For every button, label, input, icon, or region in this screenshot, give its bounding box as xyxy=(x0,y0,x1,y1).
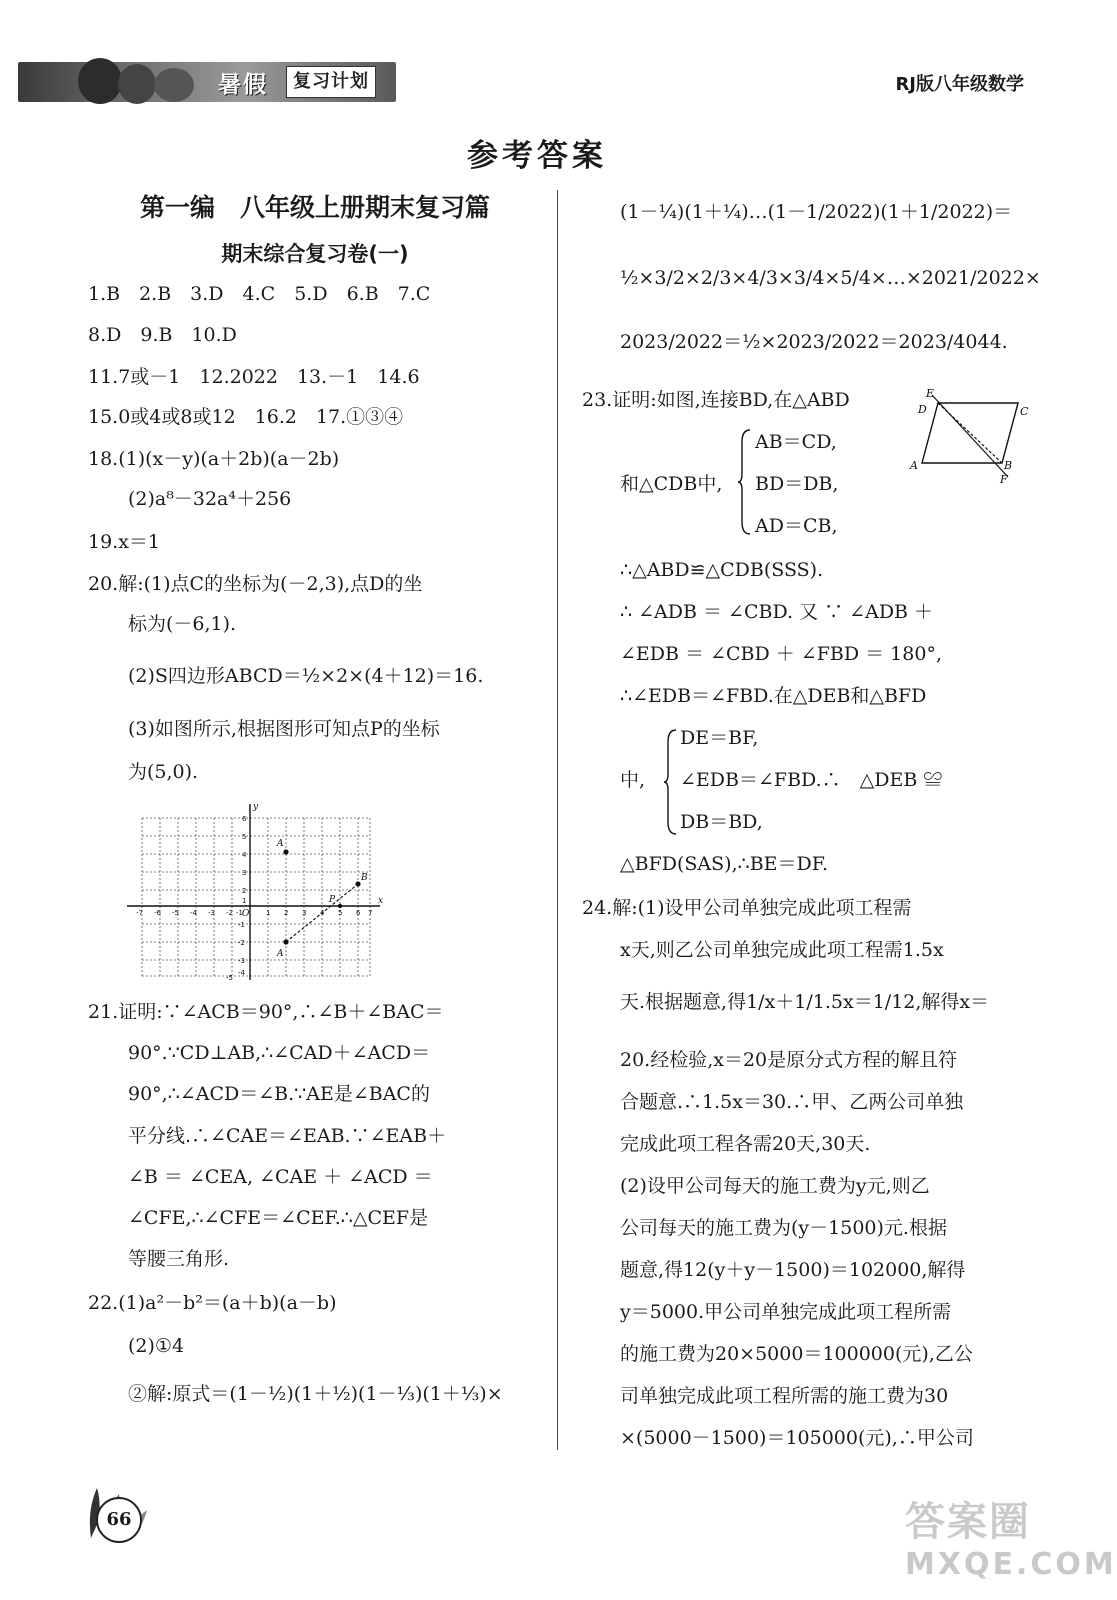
answer-line: y＝5000.甲公司单独完成此项工程所需 xyxy=(620,1301,952,1323)
answer-line: ×(5000－1500)＝105000(元),∴甲公司 xyxy=(620,1427,974,1449)
answer-line: 90°.∵CD⊥AB,∴∠CAD＋∠ACD＝ xyxy=(128,1042,431,1064)
banner-title: 暑假 xyxy=(218,72,268,98)
x-tick: -2 xyxy=(226,909,233,917)
watermark xyxy=(905,1490,1117,1590)
point-b xyxy=(355,881,360,886)
x-tick: -7 xyxy=(136,909,143,917)
decoration-blob xyxy=(118,64,156,104)
left-brace xyxy=(738,428,752,536)
answer-line: (2)设甲公司每天的施工费为y元,则乙 xyxy=(620,1175,930,1197)
y-axis-label: y xyxy=(253,802,259,812)
fig-label-f: F xyxy=(1000,473,1008,486)
answer-line: ∠B ＝ ∠CEA, ∠CAE ＋ ∠ACD ＝ xyxy=(128,1166,433,1188)
answer-line: x天,则乙公司单独完成此项工程需1.5x xyxy=(620,939,944,961)
point-p-label: P xyxy=(329,895,336,905)
answer-line: 11.7或－1 12.2022 13.－1 14.6 xyxy=(88,366,420,388)
fig-label-c: C xyxy=(1020,405,1029,418)
answer-line: 20.经检验,x＝20是原分式方程的解且符 xyxy=(620,1049,958,1071)
answer-line: 标为(－6,1). xyxy=(128,613,237,635)
x-tick: 3 xyxy=(302,909,307,917)
answer-line: ∠EDB ＝ ∠CBD ＋ ∠FBD ＝ 180°, xyxy=(620,643,942,665)
y-tick: -5 xyxy=(226,974,233,982)
y-tick: 5 xyxy=(242,833,247,841)
point-b-label: B xyxy=(361,873,368,883)
answer-line: (2)a⁸－32a⁴＋256 xyxy=(128,488,292,510)
answer-line: 20.解:(1)点C的坐标为(－2,3),点D的坐 xyxy=(88,573,423,595)
answer-line: 和△CDB中, xyxy=(620,473,723,495)
y-tick: -1 xyxy=(238,921,245,929)
point-a xyxy=(283,849,288,854)
x-tick: 7 xyxy=(368,909,373,917)
answer-line: 90°,∴∠ACD＝∠B.∵AE是∠BAC的 xyxy=(128,1083,430,1105)
answer-line: (3)如图所示,根据图形可知点P的坐标 xyxy=(128,718,440,740)
answer-line: 1.B 2.B 3.D 4.C 5.D 6.B 7.C xyxy=(88,283,431,305)
answer-line: 19.x＝1 xyxy=(88,531,161,553)
x-tick: 4 xyxy=(320,909,325,917)
answer-line: (1－¼)(1＋¼)…(1－1/2022)(1＋1/2022)＝ xyxy=(620,201,1013,223)
answer-line: DE＝BF, xyxy=(680,727,759,749)
x-tick: -6 xyxy=(154,909,161,917)
decoration-blob xyxy=(154,68,194,102)
answer-line: (2)①4 xyxy=(128,1335,185,1357)
answer-line: ∠EDB＝∠FBD.∴ △DEB ≌ xyxy=(680,769,943,791)
answer-line: △BFD(SAS),∴BE＝DF. xyxy=(620,853,829,875)
x-tick: -4 xyxy=(190,909,197,917)
fig-label-d: D xyxy=(918,403,927,416)
x-tick: -5 xyxy=(172,909,179,917)
x-tick: -3 xyxy=(208,909,215,917)
section-title: 第一编 八年级上册期末复习篇 xyxy=(139,193,490,222)
answer-line: 18.(1)(x－y)(a＋2b)(a－2b) xyxy=(88,448,340,470)
y-tick: 4 xyxy=(242,851,247,859)
coordinate-graph xyxy=(122,800,387,982)
answer-line: 21.证明:∵∠ACB＝90°,∴∠B＋∠BAC＝ xyxy=(88,1001,444,1023)
page-number: 66 xyxy=(96,1497,142,1543)
decoration-blob xyxy=(78,58,122,104)
y-tick: 3 xyxy=(242,869,247,877)
answer-line: 中, xyxy=(620,769,646,791)
fig-label-b: B xyxy=(1004,459,1013,472)
answer-line: DB＝BD, xyxy=(680,811,763,833)
answer-line: 的施工费为20×5000＝100000(元),乙公 xyxy=(620,1343,973,1365)
answer-line: 24.解:(1)设甲公司单独完成此项工程需 xyxy=(582,897,912,919)
point-a-prime xyxy=(283,939,288,944)
answer-line: 2023/2022＝½×2023/2022＝2023/4044. xyxy=(620,331,1008,353)
x-tick: 1 xyxy=(266,909,271,917)
answer-line: 完成此项工程各需20天,30天. xyxy=(620,1133,871,1155)
left-brace xyxy=(664,728,678,836)
header-banner xyxy=(18,62,396,102)
watermark-title: 答案圈 xyxy=(905,1499,1031,1545)
answer-line: ∴△ABD≌△CDB(SSS). xyxy=(620,559,824,581)
x-tick: 5 xyxy=(338,909,343,917)
y-tick: 2 xyxy=(242,887,247,895)
answer-line: ②解:原式＝(1－½)(1＋½)(1－⅓)(1＋⅓)× xyxy=(128,1383,503,1405)
answer-line: 公司每天的施工费为(y－1500)元.根据 xyxy=(620,1217,947,1239)
answer-line: BD＝DB, xyxy=(755,473,839,495)
origin-label: O xyxy=(242,909,250,919)
point-a-prime-label: A xyxy=(277,949,284,959)
answer-line: (2)S四边形ABCD＝½×2×(4＋12)＝16. xyxy=(128,665,484,687)
page-title: 参考答案 xyxy=(467,138,607,174)
y-tick: -2 xyxy=(238,939,245,947)
answer-line: ∠CFE,∴∠CFE＝∠CEF.∴△CEF是 xyxy=(128,1207,429,1229)
answer-line: AB＝CD, xyxy=(755,431,837,453)
banner-subtitle: 复习计划 xyxy=(286,66,376,98)
x-tick: 2 xyxy=(284,909,289,917)
answer-line: AD＝CB, xyxy=(755,515,838,537)
subsection-title: 期末综合复习卷(一) xyxy=(221,242,409,266)
book-subject: RJ版八年级数学 xyxy=(895,74,1024,95)
y-tick: -3 xyxy=(238,957,245,965)
column-divider xyxy=(557,190,558,1450)
answer-line: ∴ ∠ADB ＝ ∠CBD. 又 ∵ ∠ADB ＋ xyxy=(620,601,934,623)
watermark-url: MXQE.COM xyxy=(905,1547,1117,1582)
y-tick: -4 xyxy=(238,969,245,977)
answer-line: 等腰三角形. xyxy=(128,1248,230,1270)
x-axis-label: x xyxy=(378,896,384,906)
answer-line: ∴∠EDB＝∠FBD.在△DEB和△BFD xyxy=(620,685,927,707)
fig-label-e: E xyxy=(926,387,935,400)
y-tick: 6 xyxy=(242,815,247,823)
x-tick: -1 xyxy=(236,909,243,917)
answer-line: 平分线.∴∠CAE＝∠EAB.∵∠EAB＋ xyxy=(128,1125,447,1147)
answer-line: 22.(1)a²－b²＝(a＋b)(a－b) xyxy=(88,1292,337,1314)
answer-line: 8.D 9.B 10.D xyxy=(88,324,237,346)
answer-line: 23.证明:如图,连接BD,在△ABD xyxy=(582,389,850,411)
answer-line: ½×3/2×2/3×4/3×3/4×5/4×…×2021/2022× xyxy=(620,267,1041,289)
point-p xyxy=(338,904,342,908)
answer-line: 合题意.∴1.5x＝30.∴甲、乙两公司单独 xyxy=(620,1091,964,1113)
answer-line: 天.根据题意,得1/x＋1/1.5x＝1/12,解得x＝ xyxy=(620,991,990,1013)
y-tick: 1 xyxy=(242,897,247,905)
answer-line: 为(5,0). xyxy=(128,761,199,783)
answer-line: 15.0或4或8或12 16.2 17.①③④ xyxy=(88,406,404,428)
answer-line: 题意,得12(y＋y－1500)＝102000,解得 xyxy=(620,1259,966,1281)
fig-label-a: A xyxy=(910,459,918,472)
parallelogram-figure xyxy=(900,385,1029,486)
point-a-label: A xyxy=(277,839,284,849)
answer-line: 司单独完成此项工程所需的施工费为30 xyxy=(620,1385,949,1407)
x-tick: 6 xyxy=(356,909,361,917)
